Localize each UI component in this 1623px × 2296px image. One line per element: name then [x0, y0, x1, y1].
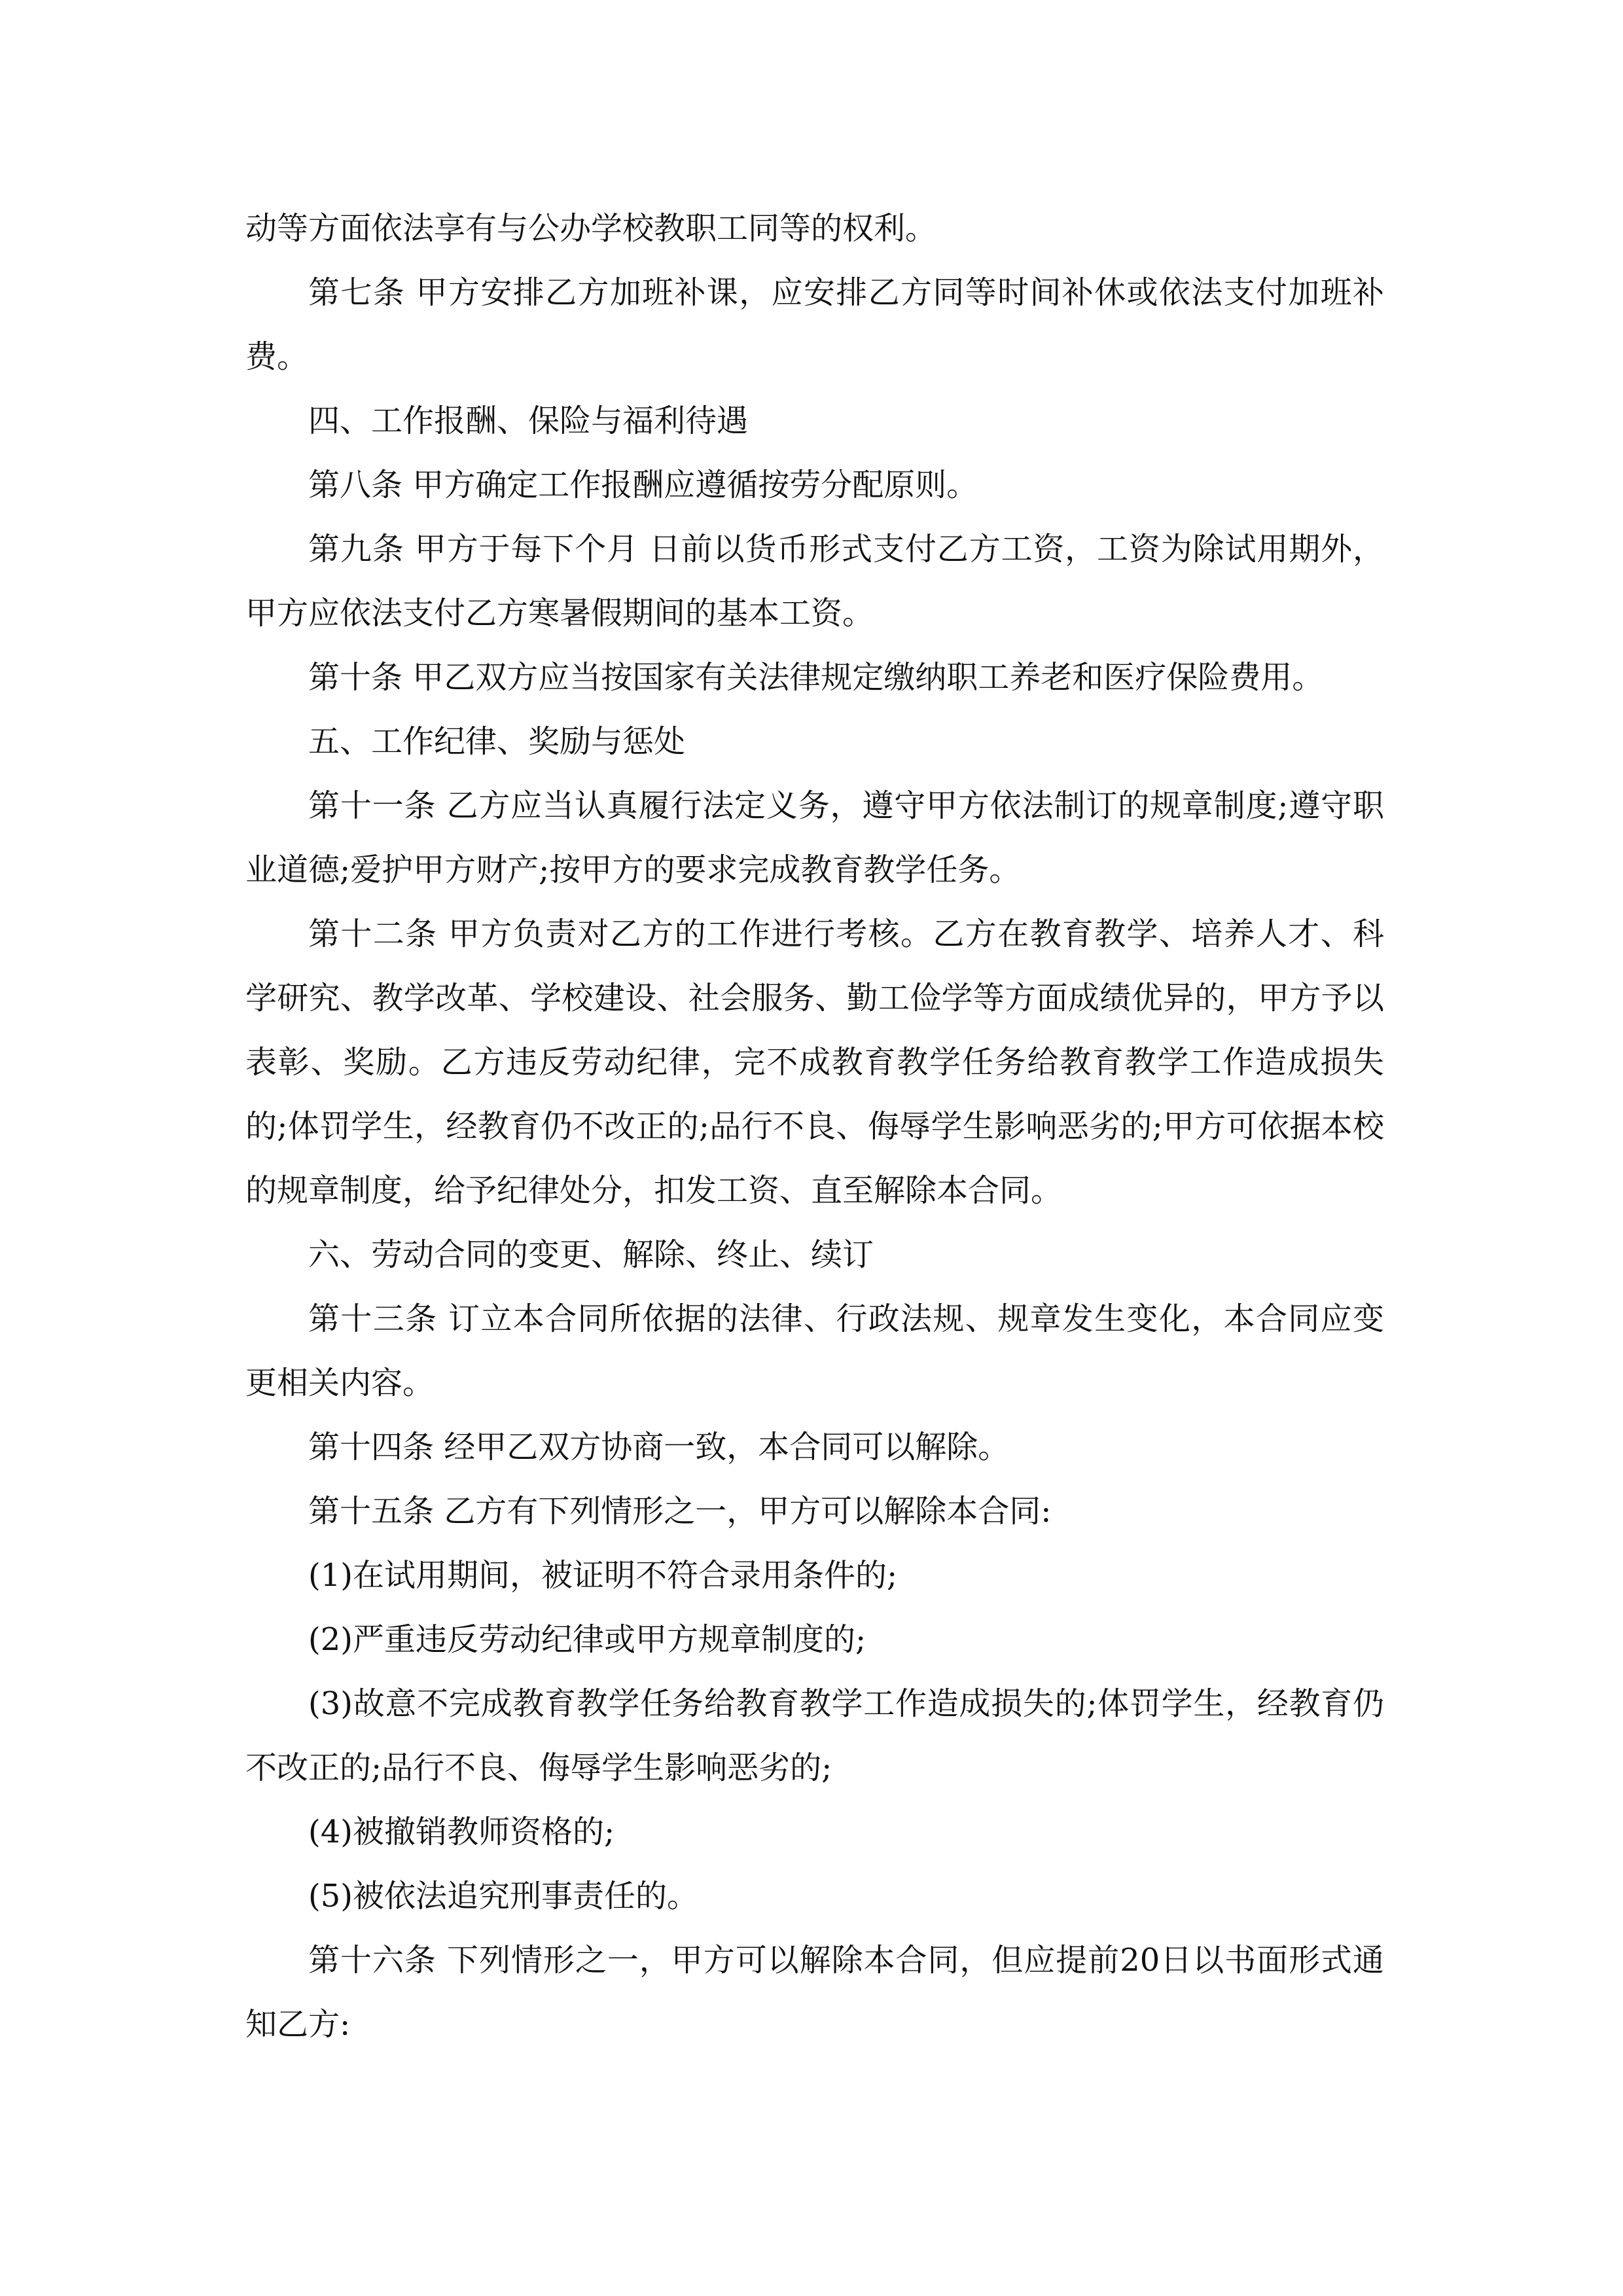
paragraph-article-14: 第十四条 经甲乙双方协商一致，本合同可以解除。	[308, 1429, 1010, 1465]
section-heading-6: 六、劳动合同的变更、解除、终止、续订	[308, 1236, 874, 1273]
list-item-1: (1)在试用期间，被证明不符合录用条件的;	[308, 1557, 898, 1594]
paragraph-article-16: 第十六条 下列情形之一，甲方可以解除本合同，但应提前20日以书面形式通知乙方:	[245, 1942, 1384, 2043]
paragraph-article-12: 第十二条 甲方负责对乙方的工作进行考核。乙方在教育教学、培养人才、科学研究、教学改革、学校建设、社会服务、勤工俭学等方面成绩优异的，甲方予以表彰、奖励。乙方违反劳动纪律，完不成教育教学任务给教育教学工作造成损失的;体罚学生，经教育仍不改正的;品行不良、侮辱学生影响恶劣的;甲方可依据本校的规章制度，给予纪律处分，扣发工资、直至解除本合同。	[245, 916, 1384, 1209]
paragraph-rights-continuation: 动等方面依法享有与公办学校教职工同等的权利。	[245, 210, 937, 247]
section-heading-5: 五、工作纪律、奖励与惩处	[308, 723, 686, 760]
list-item-5: (5)被依法追究刑事责任的。	[308, 1878, 698, 1914]
paragraph-article-9: 第九条 甲方于每下个月 日前以货币形式支付乙方工资，工资为除试用期外，甲方应依法支付乙方寒暑假期间的基本工资。	[245, 531, 1384, 632]
paragraph-article-7: 第七条 甲方安排乙方加班补课，应安排乙方同等时间补休或依法支付加班补费。	[245, 274, 1384, 375]
paragraph-article-10: 第十条 甲乙双方应当按国家有关法律规定缴纳职工养老和医疗保险费用。	[308, 659, 1324, 696]
section-heading-4: 四、工作报酬、保险与福利待遇	[308, 403, 749, 439]
list-item-3: (3)故意不完成教育教学任务给教育教学工作造成损失的;体罚学生，经教育仍不改正的;品行不良、侮辱学生影响恶劣的;	[245, 1685, 1384, 1786]
paragraph-article-8: 第八条 甲方确定工作报酬应遵循按劳分配原则。	[308, 467, 978, 503]
paragraph-article-13: 第十三条 订立本合同所依据的法律、行政法规、规章发生变化，本合同应变更相关内容。	[245, 1300, 1384, 1401]
list-item-2: (2)严重违反劳动纪律或甲方规章制度的;	[308, 1621, 866, 1658]
paragraph-article-11: 第十一条 乙方应当认真履行法定义务，遵守甲方依法制订的规章制度;遵守职业道德;爱护甲方财产;按甲方的要求完成教育教学任务。	[245, 787, 1384, 888]
paragraph-article-15: 第十五条 乙方有下列情形之一，甲方可以解除本合同:	[308, 1493, 1052, 1530]
document-body	[245, 196, 1384, 2056]
list-item-4: (4)被撤销教师资格的;	[308, 1814, 615, 1850]
